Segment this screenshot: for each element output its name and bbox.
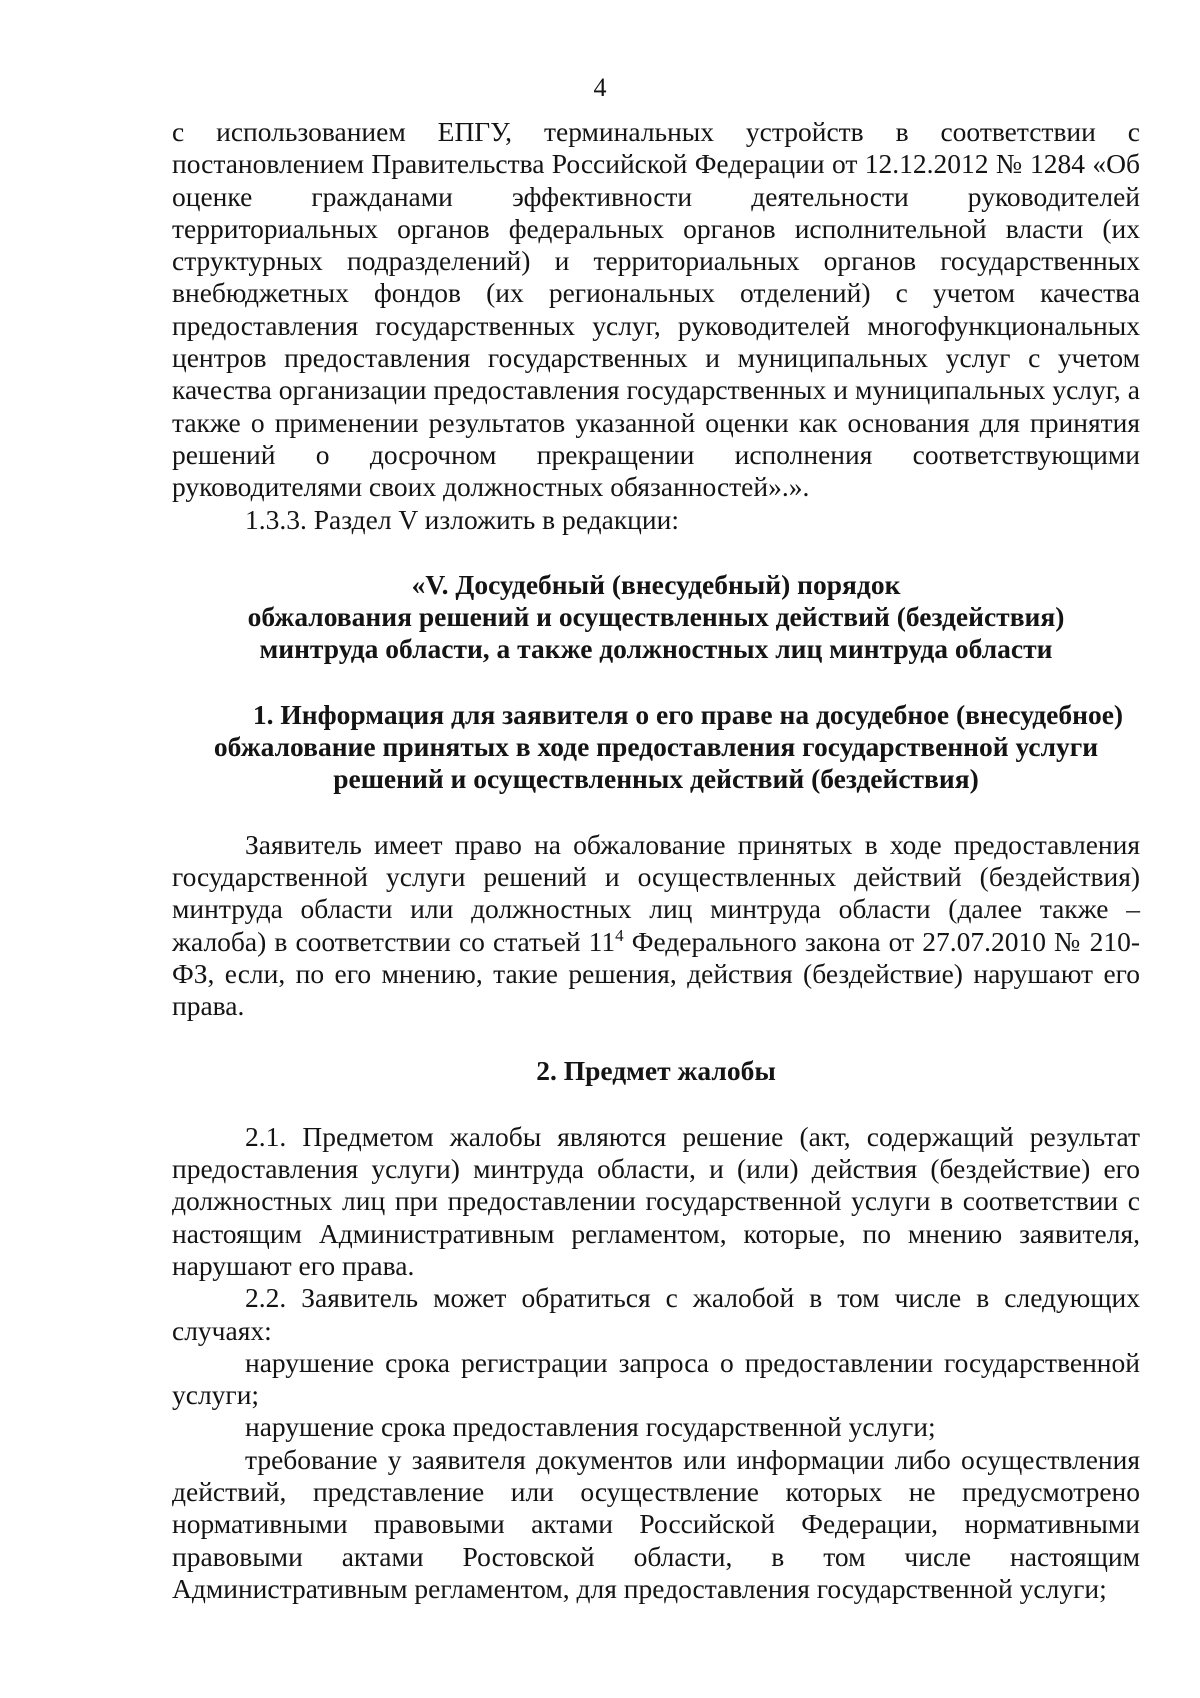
subsection-title-line: обжалование принятых в ходе предоставления государственной услуги [213, 731, 1099, 763]
case-item: требование у заявителя документов или информации либо осуществления действий, представление или осуществление которых не предусмотрено нормативными правовыми актами Российской Федерации, нормативными правовыми актами Ростовской области, в том числе настоящим Административным регламентом, для предоставления государственной услуги; [172, 1443, 1140, 1604]
intro-paragraph: с использованием ЕПГУ, терминальных устройств в соответствии с постановлением Правительства Российской Федерации от 12.12.2012 № 1284 «Об оценке гражданами эффективности деятельности руководителей территориальных органов федеральных органов исполнительной власти (их структурных подразделений) и территориальных органов государственных внебюджетных фондов (их региональных отделений) с учетом качества предоставления государственных услуг, руководителей многофункциональных центров предоставления государственных и муниципальных услуг с учетом качества организации предоставления государственных и муниципальных услуг, а также о применении результатов указанной оценки как основания для принятия решений о досрочном прекращении исполнения соответствующими руководителями своих должностных обязанностей».». [172, 116, 1140, 503]
paragraph-text: Федерального закона от 27.07.2010 № 210-ФЗ, если, по его мнению, такие решения, действия (бездействие) нарушают его права. [172, 925, 1141, 1022]
subsection-title-line: решений и осуществленных действий (бездействия) [333, 763, 979, 795]
case-item: нарушение срока регистрации запроса о предоставлении государственной услуги; [172, 1346, 1140, 1411]
paragraph-2-1: 2.1. Предметом жалобы являются решение (акт, содержащий результат предоставления услуги) минтруда области, и (или) действия (бездействие) его должностных лиц при предоставлении государственной услуги в соответствии с настоящим Административным регламентом, которые, по мнению заявителя, нарушают его права. [172, 1120, 1140, 1281]
right-to-appeal-paragraph [172, 829, 1140, 1023]
spacer [172, 536, 1140, 569]
section-v-title [172, 569, 1140, 666]
document-body [172, 116, 1140, 1605]
section-title-line: минтруда области, а также должностных лиц минтруда области [259, 633, 1053, 665]
page-number: 4 [593, 73, 607, 102]
spacer [172, 1088, 1140, 1121]
clause-1-3-3: 1.3.3. Раздел V изложить в редакции: [245, 503, 679, 535]
section-title-line: обжалования решений и осуществленных действий (бездействия) [247, 601, 1065, 633]
subsection-title-line: 1. Информация для заявителя о его праве на досудебное (внесудебное) [252, 698, 1124, 730]
paragraph-text: Заявитель имеет право на обжалование принятых в ходе предоставления государственной услуги решений и осуществленных действий (бездействия) минтруда области или должностных лиц минтруда области (далее также – жалоба) в соответствии со статьей 11 [172, 828, 1140, 957]
spacer [172, 1022, 1140, 1055]
spacer [172, 666, 1140, 699]
subsection-1-title [172, 699, 1140, 796]
superscript: 4 [615, 925, 624, 945]
case-item: нарушение срока предоставления государственной услуги; [245, 1411, 936, 1443]
paragraph-2-2: 2.2. Заявитель может обратиться с жалобой в том числе в следующих случаях: [172, 1282, 1140, 1346]
subsection-2-title: 2. Предмет жалобы [536, 1055, 776, 1087]
section-title-line: «V. Досудебный (внесудебный) порядок [411, 568, 901, 600]
spacer [172, 796, 1140, 829]
